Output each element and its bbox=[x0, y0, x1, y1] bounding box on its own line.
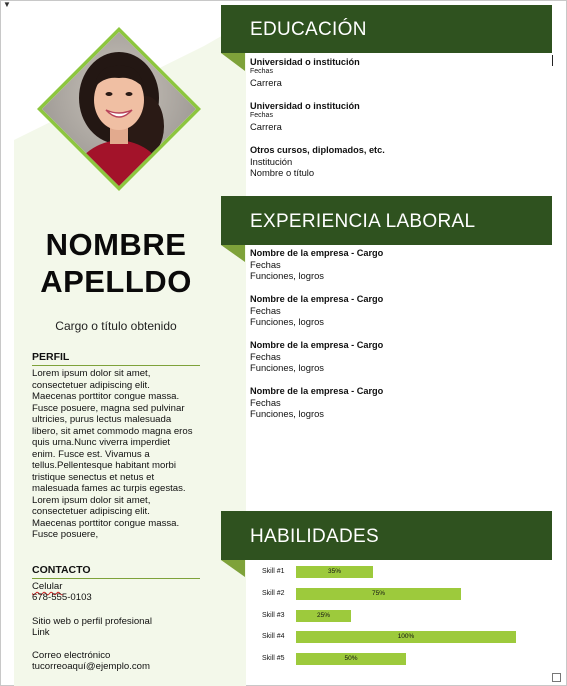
profile-line: tristique senectus et netus et bbox=[32, 471, 155, 483]
phone-label: Celular bbox=[32, 581, 63, 592]
skill-bar bbox=[296, 566, 373, 578]
text-cursor bbox=[552, 55, 553, 66]
education-entry-institution: Institución bbox=[250, 156, 293, 167]
education-heading: EDUCACIÓN bbox=[250, 19, 367, 40]
experience-ribbon-fold bbox=[221, 245, 245, 262]
website-label: Sitio web o perfil profesional bbox=[32, 616, 152, 627]
education-entry-degree: Carrera bbox=[250, 121, 282, 132]
experience-entry-title: Nombre de la empresa - Cargo bbox=[250, 248, 384, 258]
skill-percent: 50% bbox=[344, 655, 358, 662]
profile-photo[interactable] bbox=[36, 26, 202, 192]
skill-bar bbox=[296, 588, 461, 600]
skill-percent: 100% bbox=[397, 633, 415, 640]
skill-percent: 75% bbox=[371, 590, 385, 597]
profile-line: libero, sit amet commodo magna eros bbox=[32, 425, 193, 437]
skill-percent: 25% bbox=[316, 612, 330, 619]
profile-line: Fusce posuere, magna sed pulvinar bbox=[32, 402, 185, 414]
profile-line: Lorem ipsum dolor sit amet, bbox=[32, 494, 151, 506]
email-value[interactable]: tucorreoaquí@ejemplo.com bbox=[32, 661, 150, 672]
experience-entry-title: Nombre de la empresa - Cargo bbox=[250, 294, 384, 304]
contact-heading: CONTACTO bbox=[32, 564, 200, 579]
experience-entry-dates: Fechas bbox=[250, 397, 281, 408]
education-entry-title: Universidad o institución bbox=[250, 57, 360, 67]
website-link[interactable]: Link bbox=[32, 627, 50, 638]
experience-entry-dates: Fechas bbox=[250, 351, 281, 362]
name-last: APELLDO bbox=[40, 264, 192, 299]
table-move-handle-icon[interactable]: ▼ bbox=[3, 0, 11, 9]
experience-entry-title: Nombre de la empresa - Cargo bbox=[250, 340, 384, 350]
skill-bar bbox=[296, 653, 406, 665]
experience-entry-dates: Fechas bbox=[250, 259, 281, 270]
profile-line: Maecenas porttitor congue massa. bbox=[32, 517, 180, 529]
profile-heading: PERFIL bbox=[32, 351, 200, 366]
skills-header-band bbox=[221, 511, 552, 560]
profile-line: consectetuer adipiscing elit. bbox=[32, 506, 150, 517]
profile-line: Fusce posuere, bbox=[32, 529, 99, 540]
education-entry-title: Universidad o institución bbox=[250, 101, 360, 111]
education-header-band bbox=[221, 5, 552, 53]
skill-bar bbox=[296, 610, 351, 622]
skill-label: Skill #3 bbox=[262, 612, 285, 619]
email-label: Correo electrónico bbox=[32, 650, 111, 661]
skill-bar bbox=[296, 631, 516, 643]
experience-entry-desc: Funciones, logros bbox=[250, 270, 324, 281]
resize-handle[interactable] bbox=[552, 673, 561, 682]
profile-line: tellus.Pellentesque habitant morbi bbox=[32, 460, 176, 471]
skill-label: Skill #1 bbox=[262, 568, 285, 575]
profile-line: consectetuer adipiscing elit. bbox=[32, 379, 150, 391]
education-entry-dates: Fechas bbox=[250, 68, 273, 75]
profile-line: malesuada fames ac turpis egestas. bbox=[32, 483, 186, 494]
experience-heading: EXPERIENCIA LABORAL bbox=[250, 211, 476, 232]
skill-label: Skill #2 bbox=[262, 590, 285, 597]
profile-line: Maecenas porttitor congue massa. bbox=[32, 391, 180, 402]
skill-label: Skill #5 bbox=[262, 655, 285, 662]
profile-line: Lorem ipsum dolor sit amet, bbox=[32, 368, 151, 379]
profile-line: ultricies, purus lectus malesuada bbox=[32, 414, 172, 425]
education-entry-degree: Nombre o título bbox=[250, 167, 315, 178]
skills-ribbon-fold bbox=[221, 560, 245, 577]
skill-percent: 35% bbox=[327, 568, 341, 575]
experience-header-band bbox=[221, 196, 552, 245]
skills-heading: HABILIDADES bbox=[250, 526, 379, 547]
experience-entry-desc: Funciones, logros bbox=[250, 362, 324, 373]
job-title: Cargo o título obtenido bbox=[55, 319, 177, 333]
education-entry-dates: Fechas bbox=[250, 112, 273, 119]
profile-text bbox=[32, 368, 204, 541]
name-first: NOMBRE bbox=[45, 227, 187, 262]
experience-entry-dates: Fechas bbox=[250, 305, 281, 316]
education-entry-degree: Carrera bbox=[250, 77, 282, 88]
experience-entry-desc: Funciones, logros bbox=[250, 408, 324, 419]
experience-entry-desc: Funciones, logros bbox=[250, 316, 324, 327]
profile-line: quis urna.Nunc viverra imperdiet bbox=[32, 437, 171, 448]
phone-value[interactable]: 678-555-0103 bbox=[32, 592, 92, 603]
education-ribbon-fold bbox=[221, 53, 245, 71]
education-entry-title: Otros cursos, diplomados, etc. bbox=[250, 145, 385, 155]
experience-entry-title: Nombre de la empresa - Cargo bbox=[250, 386, 384, 396]
profile-line: enim. Fusce est. Vivamus a bbox=[32, 448, 150, 460]
skill-label: Skill #4 bbox=[262, 633, 285, 640]
